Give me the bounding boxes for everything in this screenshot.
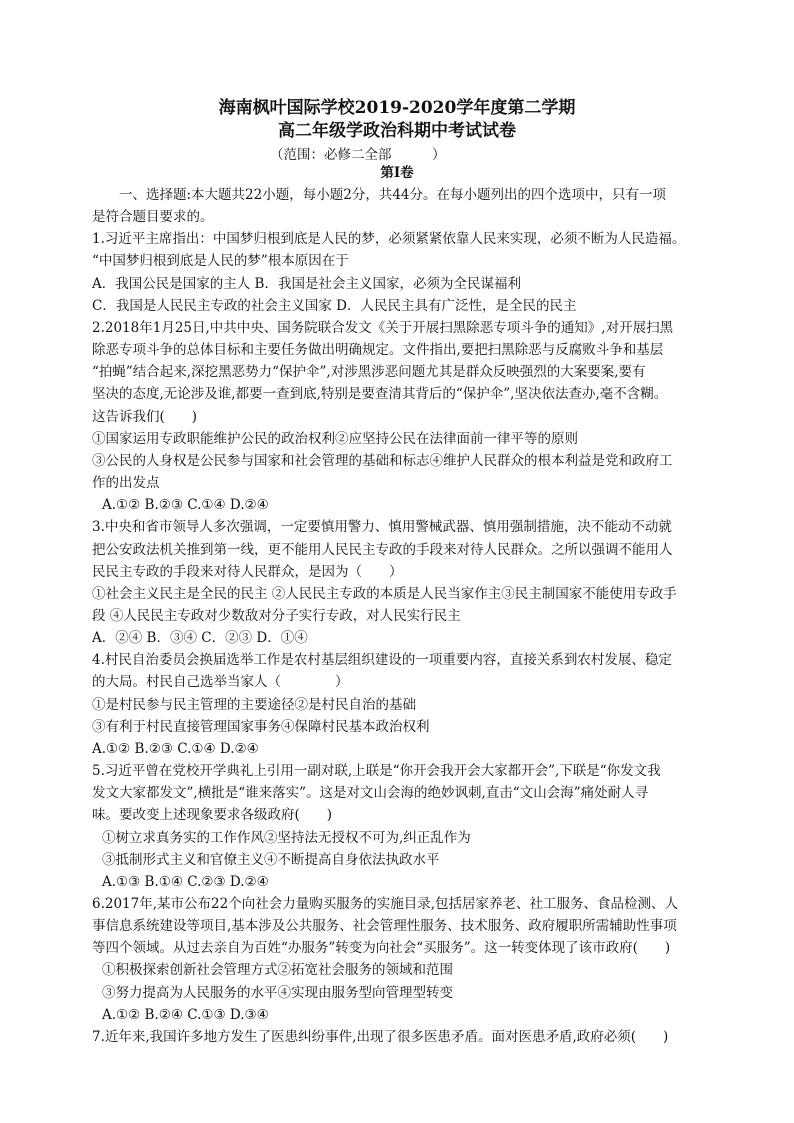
question-1-options: A．我国公民是国家的主人 B．我国是社会主义国家，必须为全民谋福利 [92,275,521,292]
question-2-options: A.①② B.②③ C.①④ D.②④ [102,497,269,514]
question-3: 民民主专政的手段来对待人民群众，是因为（ ） [92,563,403,580]
question-7: 7.近年来,我国许多地方发生了医患纠纷事件,出现了很多医患矛盾。面对医患矛盾,政府必须( ) [92,1028,669,1045]
question-5: 味。要改变上述现象要求各级政府( ) [92,807,333,824]
question-2: 这告诉我们( ) [92,408,198,425]
question-6: 6.2017年,某市公布22个向社会力量购买服务的实施目录,包括居家养老、社工服务、食品检测、人 [92,896,678,912]
question-6-options: A.①② B.②④ C.①③ D.③④ [102,1006,269,1023]
question-2: 2.2018年1月25日,中共中央、国务院联合发文《关于开展扫黑除恶专项斗争的通知》,对开展扫黑 [92,319,674,336]
question-1: 1.习近平主席指出：中国梦归根到底是人民的梦，必须紧紧依靠人民来实现，必须不断为人民造福。 [92,231,686,248]
question-6: 等四个领域。从过去亲自为百姓“办服务”转变为向社会“买服务”。这一转变体现了该市政府( ) [92,940,671,957]
question-5-options: A.①③ B.①④ C.②③ D.②④ [102,873,269,890]
question-2: 除恶专项斗争的总体目标和主要任务做出明确规定。文件指出,要把扫黑除恶与反腐败斗争和基层 [92,342,664,359]
exam-school-title: 海南枫叶国际学校2019-2020学年度第二学期 [218,98,576,118]
question-6-statements: ①积极探索创新社会管理方式②拓宽社会服务的领域和范围 [102,962,453,979]
question-2: “拍蝇”结合起来,深挖黑恶势力“保护伞”,对涉黑涉恶问题尤其是群众反映强烈的大案要案,要有 [92,364,646,381]
question-3-options: A．②④ B．③④ C．②③ D．①④ [92,630,308,647]
question-2-statements: 作的出发点 [92,475,160,492]
question-5: 5.习近平曾在党校开学典礼上引用一副对联,上联是“你开会我开会大家都开会”,下联是“你发文我 [92,763,661,780]
question-body [92,184,702,1048]
question-1: “中国梦归根到底是人民的梦”根本原因在于 [92,253,349,270]
question-3: 3.中央和省市领导人多次强调，一定要慎用警力、慎用警械武器、慎用强制措施，决不能动不动就 [92,519,672,536]
question-2-statements: ③公民的人身权是公民参与国家和社会管理的基础和标志④维护人民群众的根本利益是党和政府工 [92,452,673,469]
question-5: 发文大家都发文”,横批是“谁来落实”。这是对文山会海的绝妙讽刺,直击“文山会海”痛处耐人寻 [92,785,649,802]
question-2: 坚决的态度,无论涉及谁,都要一查到底,特别是要查清其背后的“保护伞”,坚决依法查办,毫不含糊。 [92,386,668,403]
question-3-statements: ①社会主义民主是全民的民主 ②人民民主专政的本质是人民当家作主③民主制国家不能使用专政手 [92,585,677,602]
section-instruction: 是符合题目要求的。 [92,209,214,226]
question-4: 4.村民自治委员会换届选举工作是农村基层组织建设的一项重要内容，直接关系到农村发展、稳定 [92,652,672,669]
question-4-statements: ①是村民参与民主管理的主要途径②是村民自治的基础 [92,696,416,713]
section-instruction: 一、选择题:本大题共22小题，每小题2分，共44分。在每小题列出的四个选项中，只有一项 [119,187,666,203]
question-1-options: C．我国是人民民主专政的社会主义国家 D．人民民主具有广泛性，是全民的民主 [92,297,577,314]
question-5-statements: ③抵制形式主义和官僚主义④不断提高自身依法执政水平 [102,851,440,868]
question-6-statements: ③努力提高为人民服务的水平④实现由服务型向管理型转变 [102,984,453,1001]
question-4-statements: ③有利于村民直接管理国家事务④保障村民基本政治权利 [92,718,430,735]
question-6: 事信息系统建设等项目,基本涉及公共服务、社会管理性服务、技术服务、政府履职所需辅助性事项 [92,918,677,935]
question-2-statements: ①国家运用专政职能维护公民的政治权利②应坚持公民在法律面前一律平等的原则 [92,430,578,447]
question-3: 把公安政法机关推到第一线，更不能用人民民主专政的手段来对待人民群众。之所以强调不能用人 [92,541,673,558]
question-5-statements: ①树立求真务实的工作作风②坚持法无授权不可为,纠正乱作为 [102,829,471,846]
exam-scope: （范围：必修二全部 ） [270,147,446,163]
question-4: 的大局。村民自己选举当家人（ ） [92,674,349,691]
volume-heading: 第Ⅰ卷 [380,165,414,181]
question-3-statements: 段 ④人民民主专政对少数敌对分子实行专政，对人民实行民主 [92,607,461,624]
exam-subject-title: 高二年级学政治科期中考试试卷 [278,121,516,141]
question-4-options: A.①② B.②③ C.①④ D.②④ [92,740,259,757]
